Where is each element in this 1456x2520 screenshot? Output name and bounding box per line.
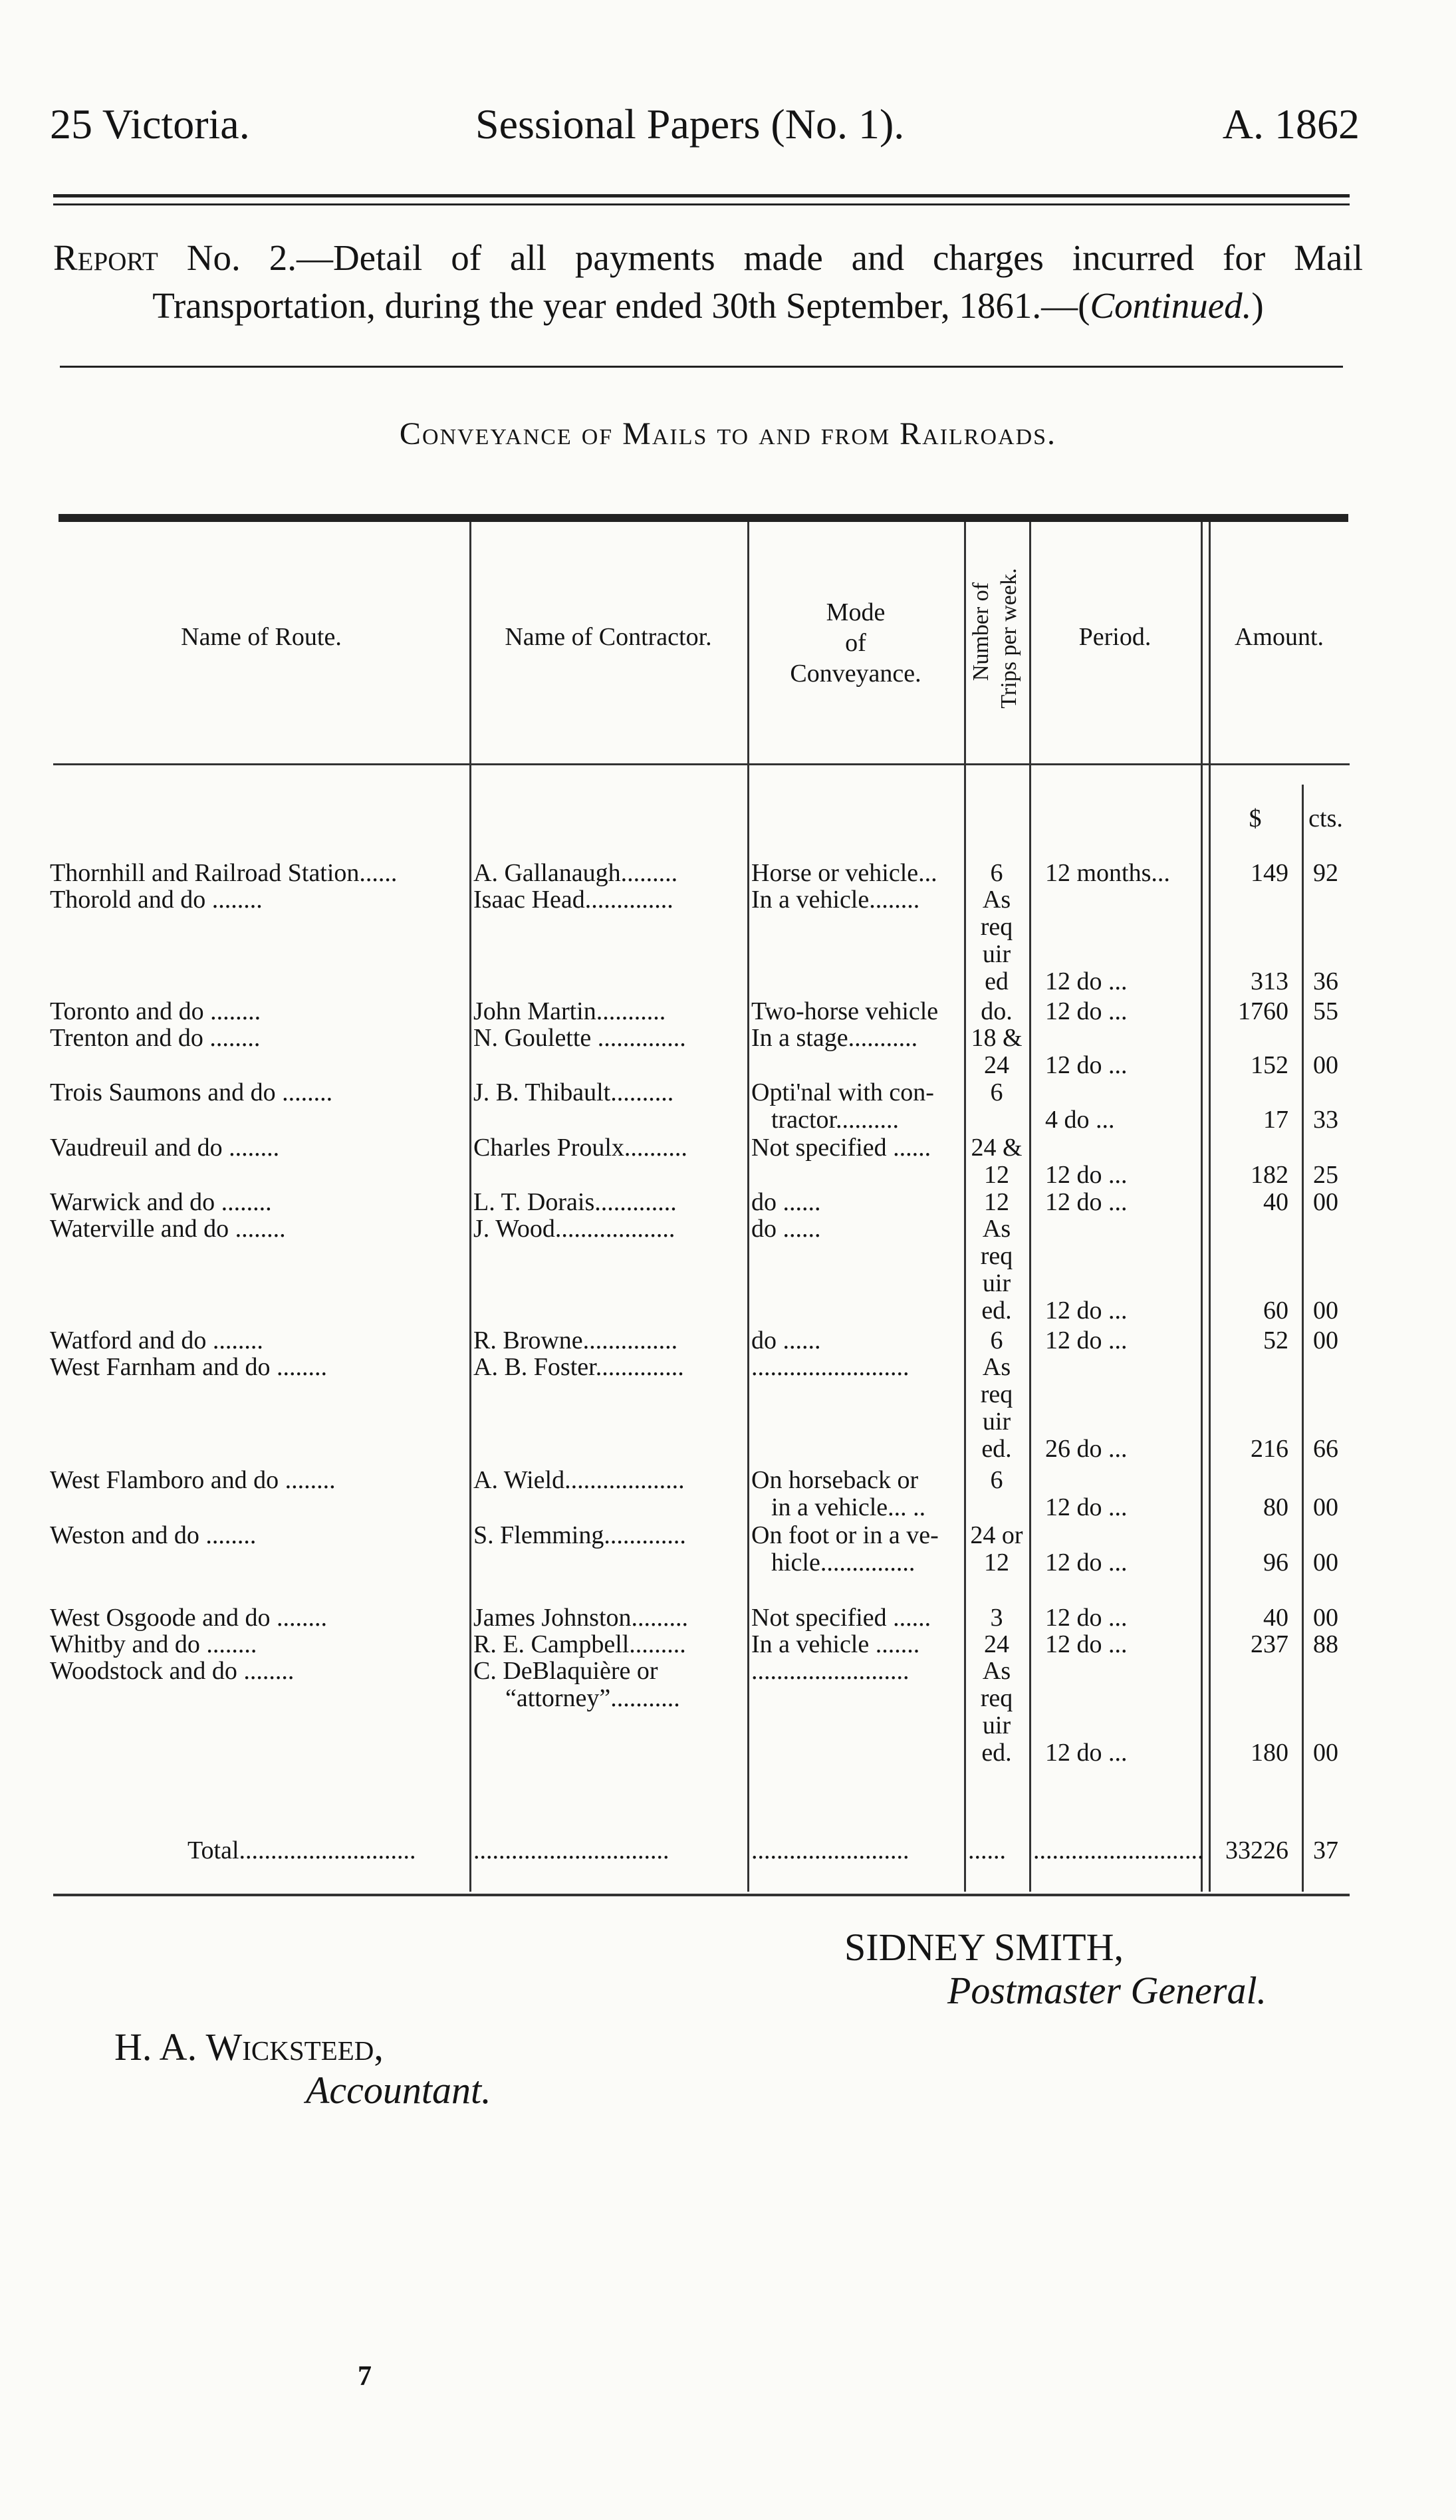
trips-per-week: uir — [982, 1269, 1011, 1297]
contractor-name: A. Gallanaugh......... — [473, 859, 678, 887]
period: 12 do ... — [1045, 1549, 1128, 1576]
header-title: Sessional Papers (No. 1). — [475, 100, 905, 148]
trips-per-week: 12 — [984, 1188, 1009, 1216]
contractor-name: L. T. Dorais............. — [473, 1188, 677, 1216]
trips-per-week: uir — [982, 1711, 1011, 1739]
conveyance-mode: In a vehicle ....... — [751, 1630, 920, 1658]
route-name: Thorold and do ........ — [50, 886, 263, 914]
trips-per-week: uir — [982, 1408, 1011, 1436]
amount-cents: 55 — [1313, 997, 1338, 1025]
total-contractor-leader: ............................... — [473, 1836, 669, 1864]
route-name: Waterville and do ........ — [50, 1215, 286, 1243]
contractor-name: C. DeBlaquière or — [473, 1657, 658, 1685]
amount-dollars: 313 — [1251, 967, 1288, 995]
conveyance-mode: ......................... — [751, 1657, 910, 1685]
amount-cents: 00 — [1313, 1493, 1338, 1521]
route-name: West Osgoode and do ........ — [50, 1604, 327, 1632]
conveyance-mode: On horseback or — [751, 1466, 919, 1494]
conveyance-mode-cont: in a vehicle... .. — [771, 1493, 926, 1521]
amount-cents: 00 — [1313, 1604, 1338, 1632]
route-name: Woodstock and do ........ — [50, 1657, 295, 1685]
conveyance-mode: Opti'nal with con- — [751, 1078, 934, 1106]
trips-per-week: 24 — [984, 1630, 1009, 1658]
col-header-cents: cts. — [1308, 805, 1343, 832]
amount-dollars: 149 — [1251, 859, 1288, 887]
report-close: ) — [1251, 285, 1264, 326]
col-header-mode-1: Mode — [826, 598, 886, 626]
col-header-contractor: Name of Contractor. — [505, 623, 712, 651]
period: 4 do ... — [1045, 1106, 1115, 1134]
contractor-name: J. B. Thibault.......... — [473, 1078, 674, 1106]
contractor-name: R. E. Campbell......... — [473, 1630, 686, 1658]
trips-per-week: 12 — [984, 1549, 1009, 1576]
amount-dollars: 40 — [1263, 1188, 1288, 1216]
conveyance-mode: do ...... — [751, 1215, 821, 1243]
total-label: Total............................ — [187, 1836, 416, 1864]
page-number: 7 — [358, 2361, 372, 2392]
amount-dollars: 237 — [1251, 1630, 1288, 1658]
postmaster-name: SIDNEY SMITH, — [844, 1926, 1124, 1969]
col-header-trips-2: Trips per week. — [997, 568, 1021, 709]
conveyance-mode: In a vehicle........ — [751, 886, 920, 914]
trips-per-week: 12 — [984, 1161, 1009, 1189]
contractor-name: A. B. Foster.............. — [473, 1353, 684, 1381]
conveyance-mode-cont: tractor.......... — [771, 1106, 900, 1134]
contractor-name: S. Flemming............. — [473, 1521, 686, 1549]
route-name: Trois Saumons and do ........ — [50, 1078, 333, 1106]
amount-dollars: 180 — [1251, 1739, 1288, 1767]
header-session: 25 Victoria. — [50, 100, 250, 148]
period: 12 do ... — [1045, 1739, 1128, 1767]
route-name: Trenton and do ........ — [50, 1024, 261, 1052]
accountant-name: H. A. Wicksteed, — [114, 2025, 384, 2069]
contractor-name-cont: “attorney”........... — [505, 1684, 680, 1712]
period: 12 do ... — [1045, 1326, 1128, 1354]
amount-cents: 92 — [1313, 859, 1338, 887]
trips-per-week: 6 — [990, 1078, 1003, 1106]
col-divider — [747, 522, 749, 1892]
trips-per-week: 24 or — [970, 1521, 1023, 1549]
amount-cents: 66 — [1313, 1435, 1338, 1463]
postmaster-title: Postmaster General. — [947, 1969, 1267, 2012]
amount-cents: 00 — [1313, 1326, 1338, 1354]
route-name: Thornhill and Railroad Station...... — [50, 859, 398, 887]
col-header-mode-2: of — [845, 629, 866, 657]
route-name: Vaudreuil and do ........ — [50, 1134, 280, 1162]
trips-per-week: 6 — [990, 859, 1003, 887]
amount-cents: 36 — [1313, 967, 1338, 995]
col-header-trips-1: Number of — [969, 582, 993, 682]
amount-cents: 33 — [1313, 1106, 1338, 1134]
period: 12 do ... — [1045, 1188, 1128, 1216]
trips-per-week: req — [980, 1380, 1013, 1408]
conveyance-mode: On foot or in a ve- — [751, 1521, 939, 1549]
contractor-name: A. Wield................... — [473, 1466, 685, 1494]
amount-dollars: 96 — [1263, 1549, 1288, 1576]
period: 26 do ... — [1045, 1435, 1128, 1463]
amount-dollars: 1760 — [1238, 997, 1288, 1025]
trips-per-week: 6 — [990, 1466, 1003, 1494]
col-header-mode-3: Conveyance. — [790, 660, 921, 688]
section-title: Conveyance of Mails to and from Railroads. — [399, 416, 1057, 451]
amount-cents: 00 — [1313, 1051, 1338, 1079]
col-header-period: Period. — [1078, 623, 1152, 651]
amount-cents: 00 — [1313, 1297, 1338, 1324]
trips-per-week: uir — [982, 940, 1011, 968]
conveyance-mode-cont: hicle............... — [771, 1549, 915, 1576]
contractor-name: James Johnston......... — [473, 1604, 688, 1632]
total-trips-leader: ...... — [968, 1836, 1006, 1864]
route-name: Whitby and do ........ — [50, 1630, 257, 1658]
conveyance-mode: Horse or vehicle... — [751, 859, 937, 887]
route-name: West Farnham and do ........ — [50, 1353, 327, 1381]
period: 12 do ... — [1045, 1297, 1128, 1324]
trips-per-week: req — [980, 1684, 1013, 1712]
amount-cents: 00 — [1313, 1739, 1338, 1767]
period: 12 do ... — [1045, 1604, 1128, 1632]
report-body: —Detail of all payments made and charges incurred for Mail Transportation, during the year ended 30th September, 1861.—( — [152, 237, 1363, 326]
trips-per-week: As — [982, 886, 1011, 914]
amount-dollars: 40 — [1263, 1604, 1288, 1632]
trips-per-week: ed — [985, 967, 1009, 995]
trips-per-week: 24 & — [971, 1134, 1023, 1162]
period: 12 do ... — [1045, 1630, 1128, 1658]
trips-per-week: 24 — [984, 1051, 1009, 1079]
amount-cents: 00 — [1313, 1188, 1338, 1216]
report-number: No. 2. — [186, 237, 297, 278]
conveyance-mode: Not specified ...... — [751, 1134, 931, 1162]
amount-dollars: 80 — [1263, 1493, 1288, 1521]
contractor-name: N. Goulette .............. — [473, 1024, 686, 1052]
contractor-name: J. Wood................... — [473, 1215, 675, 1243]
trips-per-week: req — [980, 1242, 1013, 1270]
route-name: West Flamboro and do ........ — [50, 1466, 336, 1494]
trips-per-week: do. — [981, 997, 1013, 1025]
col-divider — [469, 522, 471, 1892]
amount-dollars: 52 — [1263, 1326, 1288, 1354]
trips-per-week: req — [980, 913, 1013, 941]
amount-dollars: 182 — [1251, 1161, 1288, 1189]
col-divider — [1029, 522, 1031, 1892]
trips-per-week: 6 — [990, 1326, 1003, 1354]
conveyance-mode: do ...... — [751, 1326, 821, 1354]
trips-per-week: ed. — [981, 1435, 1012, 1463]
conveyance-mode: Two-horse vehicle — [751, 997, 939, 1025]
total-dollars: 33226 — [1225, 1836, 1288, 1864]
conveyance-mode: ......................... — [751, 1353, 910, 1381]
contractor-name: John Martin........... — [473, 997, 666, 1025]
header-year: A. 1862 — [1222, 100, 1360, 148]
contractor-name: R. Browne............... — [473, 1326, 678, 1354]
trips-per-week: 18 & — [971, 1024, 1023, 1052]
col-header-route: Name of Route. — [181, 623, 342, 651]
amount-cents: 25 — [1313, 1161, 1338, 1189]
period: 12 do ... — [1045, 1493, 1128, 1521]
trips-per-week: ed. — [981, 1297, 1012, 1324]
trips-per-week: As — [982, 1215, 1011, 1243]
amount-dollars: 60 — [1263, 1297, 1288, 1324]
period: 12 months... — [1045, 859, 1170, 887]
report-continued: Continued. — [1090, 285, 1252, 326]
header-underline — [53, 763, 1350, 765]
trips-per-week: ed. — [981, 1739, 1012, 1767]
amount-dollars: 152 — [1251, 1051, 1288, 1079]
route-name: Weston and do ........ — [50, 1521, 257, 1549]
amount-dollars: 17 — [1263, 1106, 1288, 1134]
route-name: Toronto and do ........ — [50, 997, 261, 1025]
conveyance-mode: Not specified ...... — [751, 1604, 931, 1632]
total-period-leader: ........................... — [1033, 1836, 1204, 1864]
accountant-title: Accountant. — [306, 2069, 491, 2112]
amount-dollars: 216 — [1251, 1435, 1288, 1463]
col-header-dollars: $ — [1249, 805, 1262, 832]
conveyance-mode: In a stage........... — [751, 1024, 918, 1052]
trips-per-week: As — [982, 1353, 1011, 1381]
col-header-amount: Amount. — [1234, 623, 1324, 651]
period: 12 do ... — [1045, 997, 1128, 1025]
col-divider — [1201, 522, 1203, 1892]
route-name: Watford and do ........ — [50, 1326, 263, 1354]
amount-cents: 00 — [1313, 1549, 1338, 1576]
total-cents: 37 — [1313, 1836, 1338, 1864]
period: 12 do ... — [1045, 967, 1128, 995]
conveyance-mode: do ...... — [751, 1188, 821, 1216]
period: 12 do ... — [1045, 1161, 1128, 1189]
trips-per-week: As — [982, 1657, 1011, 1685]
table-bottom-rule — [53, 1894, 1350, 1896]
contractor-name: Charles Proulx.......... — [473, 1134, 687, 1162]
report-lead: Report — [53, 237, 158, 278]
route-name: Warwick and do ........ — [50, 1188, 272, 1216]
trips-per-week: 3 — [990, 1604, 1003, 1632]
total-mode-leader: ......................... — [751, 1836, 910, 1864]
amount-cents: 88 — [1313, 1630, 1338, 1658]
contractor-name: Isaac Head.............. — [473, 886, 673, 914]
period: 12 do ... — [1045, 1051, 1128, 1079]
